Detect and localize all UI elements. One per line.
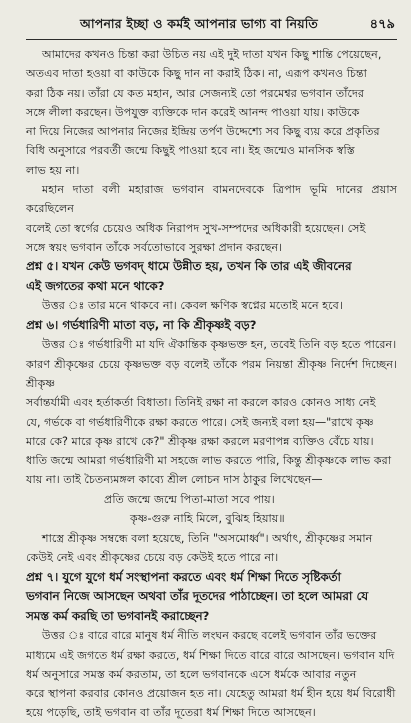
header-rule xyxy=(26,39,397,40)
page-number: ৪৭৯ xyxy=(369,17,395,32)
verse-line-1: প্রতি জন্মে জন্মে পিতা-মাতা সবে পায়। xyxy=(104,492,275,506)
header-title: আপনার ইচ্ছা ও কর্মই আপনার ভাগ্য বা নিয়তি xyxy=(80,16,318,31)
verse-line-2: কৃষ্ণ-গুরু নাহি মিলে, বুঝিহ হিয়ায়॥ xyxy=(130,512,285,526)
running-header xyxy=(26,14,397,36)
question-6: প্রশ্ন ৬। গর্ভধারিণী মাতা বড়, না কি শ্রীকৃষ্ণই বড়? xyxy=(26,317,257,332)
paragraph-3: শাস্ত্রে শ্রীকৃষ্ণ সম্বন্ধে বলা হয়েছে, তিনি "অসমোর্ধ্ব"। অর্থাৎ, শ্রীকৃষ্ণের সমান কেউই নেই এবং শ্রীকৃষ্ণের চেয়ে বড় কেউই হতে পারে না। xyxy=(26,531,373,565)
answer-7: উত্তর ঃ বারে বারে মানুষ ধর্ম নীতি লংঘন করছে বলেই ভগবান তাঁর ভক্তের মাধ্যমে এই জগতে ধর্ম রক্ষা করতে, ধর্ম শিক্ষা দিতে বারে বারে আসছেন। ভগবান যদি ধর্ম অনুসারে সমস্ত কর্ম করতাম, তা হলে ভগবানকে এসে ধর্মকে আবার নতুন করে স্থাপনা করবার কোনও প্রয়োজন হত না। যেহেতু আমরা ধর্ম হীন হয়ে ধর্ম বিরোধী হয়ে পড়েছি, তাই ভগবান বা তাঁর দূতেরা ধর্ম শিক্ষা দিতে আসছেন। xyxy=(26,629,396,720)
answer-5: উত্তর ঃ তার মনে থাকবে না। কেবল ক্ষণিক স্বপ্নের মতোই মনে হবে। xyxy=(42,299,343,313)
answer-6: উত্তর ঃ গর্ভধারিণী মা যদি ঐকান্তিক কৃষ্ণভক্ত হন, তবেই তিনি বড় হতে পারেন। কারণ শ্রীকৃষ্ণের চেয়ে কৃষ্ণভক্ত বড় বলেই তাঁকে পরম নিয়ন্তা শ্রীকৃষ্ণ নির্দেশ দিচ্ছেন। শ্রীকৃষ্ণ সর্বান্তর্যামী এবং হর্তাকর্তা বিধাতা। তিনিই রক্ষা না করলে কারও কোনও সাধ্য নেই যে, গর্ভকে বা গর্ভধারিণীকে রক্ষা করতে পারে। সেই জন্যই বলা হয়—"রাখে কৃষ্ণ মারে কে? মারে কৃষ্ণ রাখে কে?" শ্রীকৃষ্ণ রক্ষা করলে মরণাপন্ন ব্যক্তিও বেঁচে যায়। ধাতি জন্মে আমরা গর্ভধারিণী মা সহজে লাভ করতে পারি, কিন্তু শ্রীকৃষ্ণকে লাভ করা যায় না। তাই চৈতন্যমঙ্গল কাব্যে শ্রীল লোচন দাস ঠাকুর লিখেছেন— xyxy=(26,338,397,487)
question-5: প্রশ্ন ৫। যখন কেউ ভগবদ্ ধামে উন্নীত হয়, তখন কি তার এই জীবনের এই জগতের কথা মনে থাকে? xyxy=(26,259,352,293)
paragraph-2: মহান দাতা বলী মহারাজ ভগবান বামনদেবকে ত্রিপাদ ভূমি দানের প্রয়াস করেছিলেন বলেই তো স্বর্গের চেয়েও অধিক নিরাপদ সুখ-সম্পদের অধিকারী হয়েছেন। সেই সঙ্গে স্বয়ং ভগবান তাঁকে সর্বতোভাবে সুরক্ষা প্রদান করছেন। xyxy=(26,183,397,254)
question-7: প্রশ্ন ৭। যুগে যুগে ধর্ম সংস্থাপনা করতে এবং ধর্ম শিক্ষা দিতে সৃষ্টিকর্তা ভগবান নিজে আসছেন অথবা তাঁর দূতদের পাঠাচ্ছেন। তা হলে আমরা যে সমস্ত কর্ম করছি তা ভগবানই করাচ্ছেন? xyxy=(26,569,369,623)
paragraph-1: আমাদের কখনও চিন্তা করা উচিত নয় এই দুই দাতা যখন কিছু শান্তি পেয়েছেন, অতএব দাতা হওয়া বা কাউকে কিছু দান না করাই ঠিক। না, এরূপ কখনও চিন্তা করা ঠিক নয়। তাঁরা যে কত মহান, আর সেজন্যই তো পরমেশ্বর ভগবান তাঁদের সঙ্গে লীলা করছেন। উপযুক্ত ব্যক্তিকে দান করেই আনন্দ পাওয়া যায়। কাউকে না দিয়ে নিজের আপনার নিজের ইন্দ্রিয় তর্পণ উদ্দেশ্যে সব কিছু ব্যয় করে প্রকৃতির বিধি অনুসারে পরবর্তী জন্মে কিছুই পাওয়া হবে না। ইহ জন্মেও মানসিক স্বস্তি লাভ হয় না। xyxy=(26,48,382,177)
